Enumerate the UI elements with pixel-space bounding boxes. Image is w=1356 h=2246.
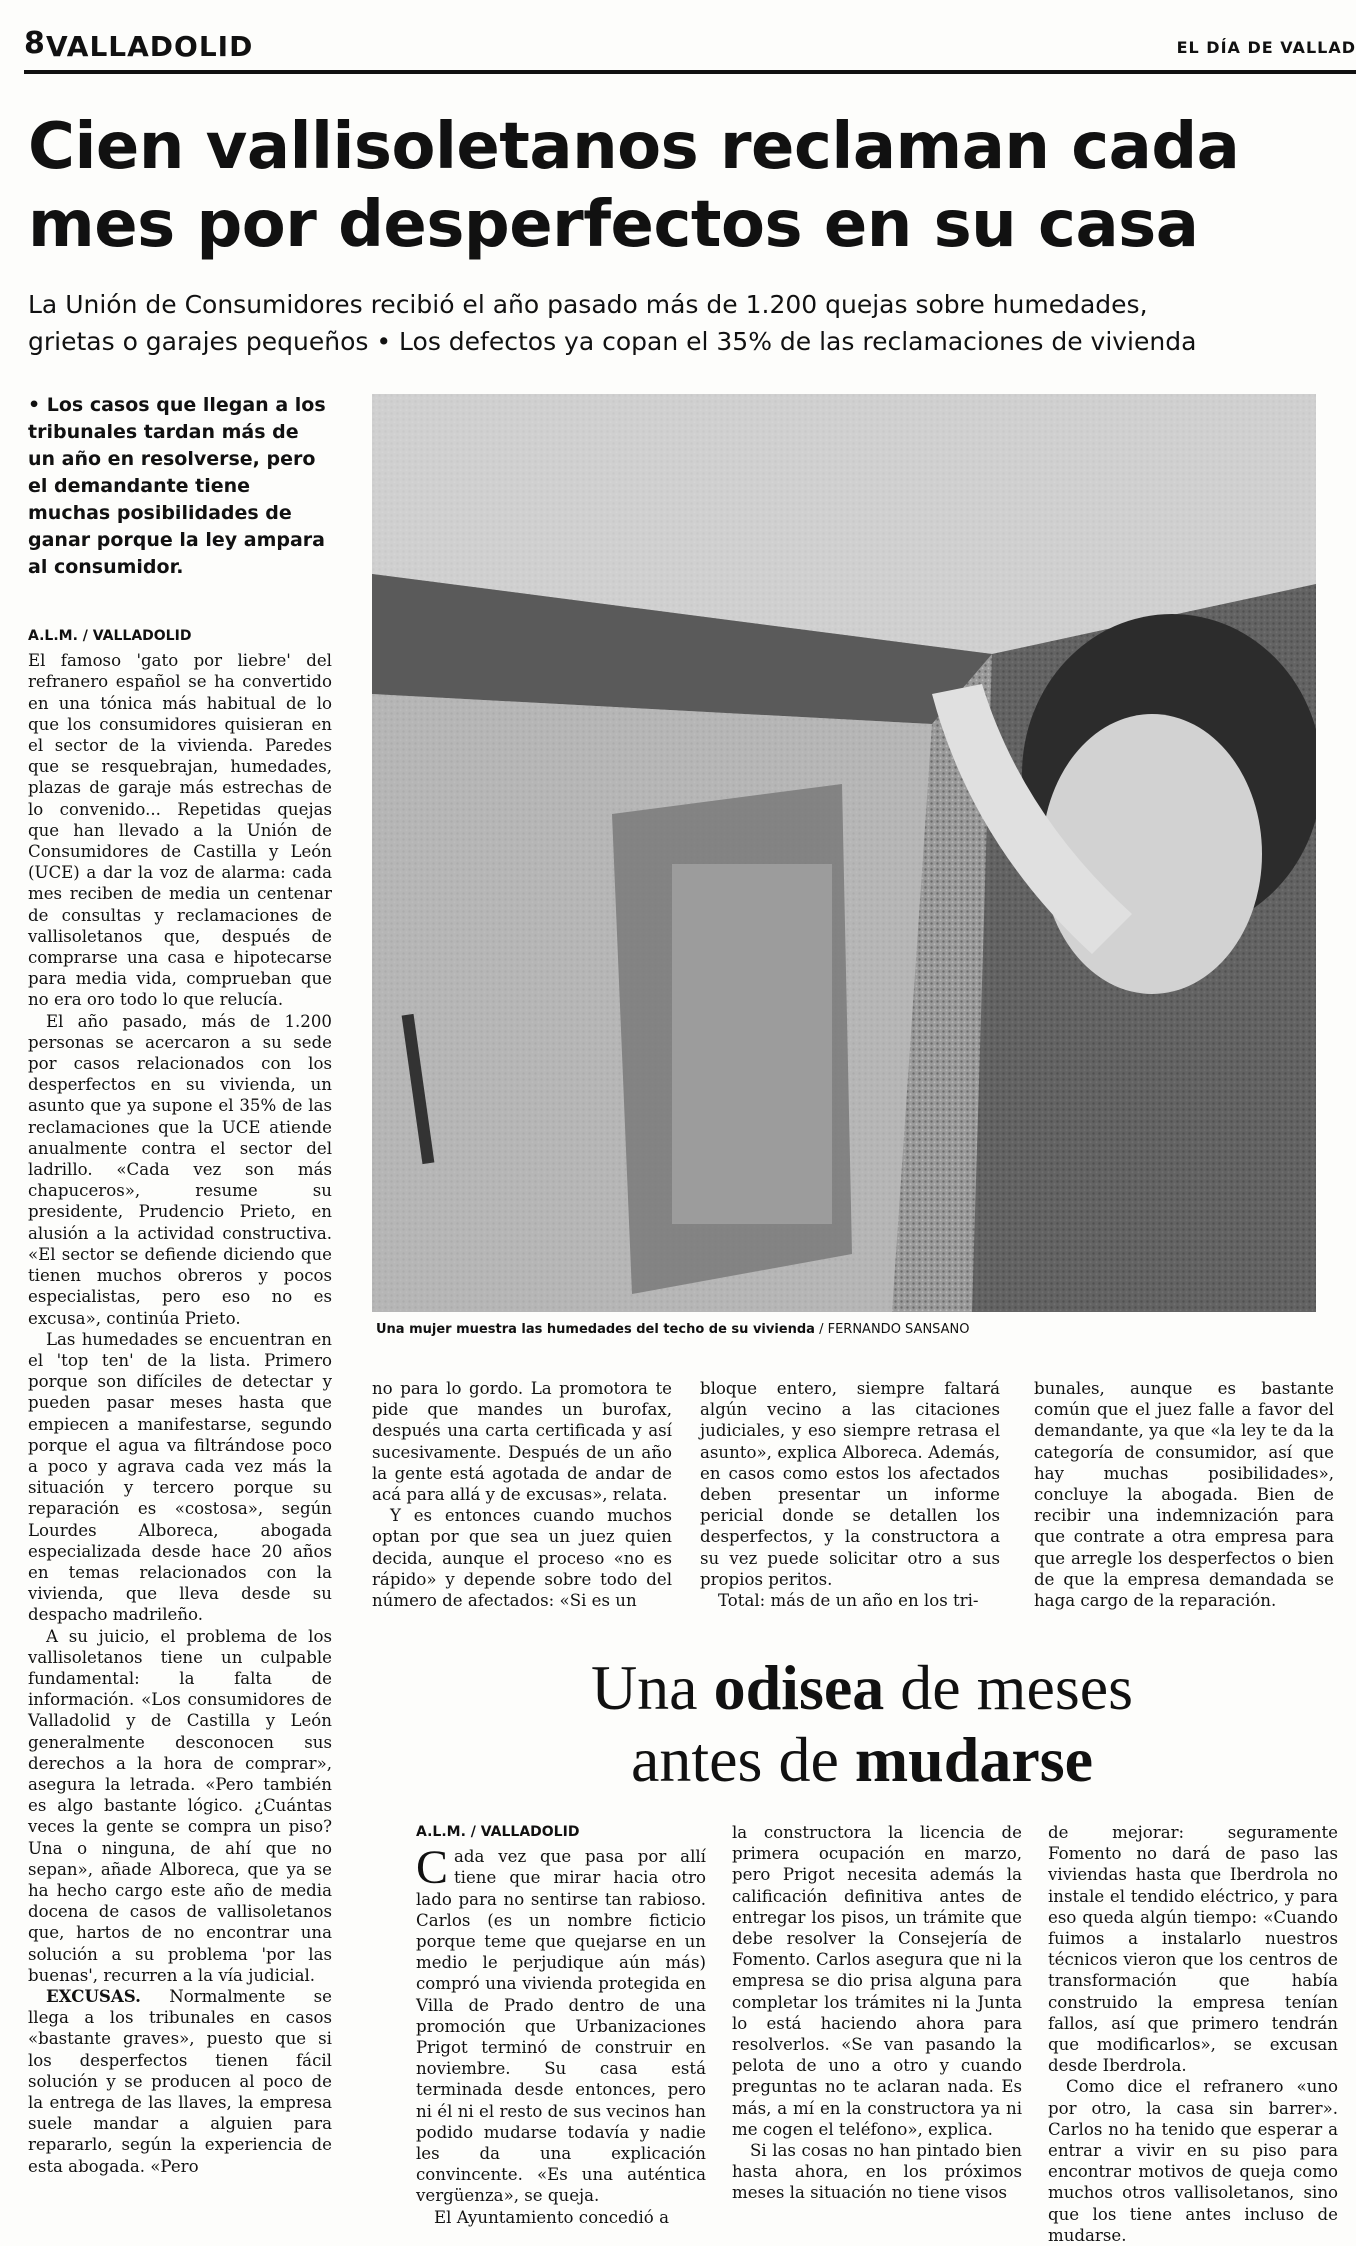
- article-photo: [372, 394, 1316, 1312]
- sidebar-column-2: [732, 1822, 1022, 2204]
- title-part: de meses: [884, 1652, 1134, 1723]
- paragraph: El año pasado, más de 1.200 personas se acercaron a su sede por casos relacionados con los desperfectos en su vivienda, un asunto que ya supone el 35% de las reclamaciones que la UCE atiende anualmente contra el sector del ladrillo. «Cada vez son más chapuceros», resume su presidente, Prudencio Prieto, en alusión a la actividad constructiva. «El sector se defiende diciendo que tienen muchos obreros y pocos especialistas, pero eso no es excusa», continúa Prieto.: [28, 1011, 332, 1328]
- paragraph: El famoso 'gato por liebre' del refranero español se ha convertido en una tónica más habitual de lo que los consumidores quisieran en el sector de la vivienda. Paredes que se resquebrajan, humedades, plazas de garaje más estrechas de lo convenido... Repetidas quejas que han llevado a la Unión de Consumidores de Castilla y León (UCE) a dar la voz de alarma: cada mes reciben de media un centenar de consultas y reclamaciones de vallisoletanos que, después de comprarse una casa e hipotecarse para media vida, comprueban que no era oro todo lo que relucía.: [28, 651, 332, 1010]
- teaser-text: • Los casos que llegan a los tribunales tardan más de un año en resolverse, pero el demandante tiene muchas posibilidades de ganar porque la ley ampara al consumidor.: [28, 394, 326, 578]
- paragraph: la constructora la licencia de primera ocupación en marzo, pero Prigot necesita además la calificación definitiva antes de entregar los pisos, un trámite que debe resolver la Consejería de Fomento. Carlos asegura que ni la empresa se dio prisa alguna para completar los trámites ni la Junta lo está haciendo ahora para resolverlos. «Se van pasando la pelota de uno a otro y cuando preguntas no te aclaran nada. Es más, a mí en la constructora ya ni me cogen el teléfono», explica.: [732, 1823, 1022, 2139]
- drop-cap: C: [416, 1841, 449, 1895]
- paragraph: Como dice el refranero «uno por otro, la casa sin barrer». Carlos no ha tenido que esperar a entrar a vivir en su piso para encontrar motivos de queja como muchos otros vallisoletanos, sino que los tiene antes incluso de mudarse.: [1048, 2077, 1338, 2245]
- article-column-4: [1034, 1378, 1334, 1611]
- subheadline-line-1: La Unión de Consumidores recibió el año pasado más de 1.200 quejas sobre humedades,: [28, 290, 1148, 319]
- paragraph: El Ayuntamiento concedió a: [434, 2207, 669, 2227]
- headline-line-1: Cien vallisoletanos reclaman cada: [28, 110, 1240, 184]
- sidebar-column-1: [416, 1822, 706, 2228]
- paragraph: A su juicio, el problema de los vallisoletanos tiene un culpable fundamental: la falta de información. «Los consumidores de Valladolid y de Castilla y León generalmente desconocen sus derechos a la hora de comprar», asegura la letrada. «Pero también es algo bastante lógico. ¿Cuántas veces la gente se compra un piso? Una o ninguna, de ahí que no sepan», añade Alboreca, que ya se ha hecho cargo este año de media docena de casos de vallisoletanos que, hartos de no encontrar una solución a su problema 'por las buenas', recurren a la vía judicial.: [28, 1626, 332, 1985]
- article-column-3: [700, 1378, 1000, 1611]
- sidebar-title-line-2: [372, 1724, 1352, 1796]
- paragraph-text: ada vez que pasa por allí tiene que mirar hacia otro lado para no sentirse tan rabioso. Carlos (es un nombre ficticio porque teme que quejarse en un medio le perjudique aún más) compró una vivienda protegida en Villa de Prado dentro de una promoción que Urbanizaciones Prigot terminó de construir en noviembre. Su casa está terminada desde entonces, pero ni él ni el resto de sus vecinos han podido mudarse todavía y nadie les da una explicación convincente. «Es una auténtica vergüenza», se queja.: [416, 1847, 706, 2206]
- title-part: antes de: [630, 1724, 855, 1795]
- paragraph: Si las cosas no han pintado bien hasta ahora, en los próximos meses la situación no tiene visos: [732, 2141, 1022, 2203]
- subheadline-line-2: grietas o garajes pequeños • Los defectos ya copan el 35% de las reclamaciones de vivienda: [28, 327, 1197, 356]
- paragraph: [416, 1841, 706, 2206]
- sidebar-title: [372, 1652, 1352, 1796]
- headline: [28, 108, 1348, 264]
- article-column-2: [372, 1378, 672, 1611]
- title-part: Una: [590, 1652, 714, 1723]
- byline: A.L.M. / VALLADOLID: [28, 628, 192, 644]
- paragraph: Total: más de un año en los tri-: [718, 1591, 979, 1611]
- photo-credit: / FERNANDO SANSANO: [814, 1322, 970, 1337]
- subheadline: [28, 286, 1348, 360]
- photo-caption: [376, 1322, 1316, 1337]
- paragraph-text: Normalmente se llega a los tribunales en casos «bastante graves», puesto que si los desperfectos tienen fácil solución y se producen al poco de la entrega de las llaves, la empresa suele mandar a alguien para repararlo, según la experiencia de esta abogada. «Pero: [28, 1987, 332, 2176]
- subhead-lead-in: EXCUSAS.: [46, 1986, 141, 2006]
- sidebar-byline: A.L.M. / VALLADOLID: [416, 1824, 580, 1840]
- paragraph: no para lo gordo. La promotora te pide que mandes un burofax, después una carta certificada y así sucesivamente. Después de un año la gente está agotada de andar de acá para allá y de excusas», relata.: [372, 1379, 672, 1505]
- paragraph: [28, 1986, 332, 2177]
- paragraph: bunales, aunque es bastante común que el juez falle a favor del demandante, ya que «la ley te da la categoría de consumidor, así que hay muchas posibilidades», concluye la abogada. Bien de recibir una indemnización para que contrate a otra empresa para que arregle los desperfectos o bien de que la empresa demandada se haga cargo de la reparación.: [1034, 1379, 1334, 1611]
- header-rule: [24, 70, 1356, 74]
- section-title: VALLADOLID: [46, 30, 254, 63]
- paragraph: Y es entonces cuando muchos optan por que sea un juez quien decida, aunque el proceso «no es rápido» y depende sobre todo del número de afectados: «Si es un: [372, 1506, 672, 1611]
- headline-line-2: mes por desperfectos en su casa: [28, 188, 1199, 262]
- paragraph: Las humedades se encuentran en el 'top ten' de la lista. Primero porque son difíciles de detectar y pueden pasar meses hasta que empiecen a manifestarse, segundo porque el agua va filtrándose poco a poco y agrava cada vez más la situación y tercero porque su reparación es «costosa», según Lourdes Alboreca, abogada especializada desde hace 20 años en temas relacionados con la vivienda, que lleva desde su despacho madrileño.: [28, 1329, 332, 1625]
- article-column-1: [28, 626, 332, 2177]
- page-number: 8: [24, 26, 45, 61]
- sidebar-column-3: [1048, 1822, 1338, 2246]
- caption-text: Una mujer muestra las humedades del techo de su vivienda: [376, 1322, 815, 1337]
- sidebar-title-line-1: [372, 1652, 1352, 1724]
- title-emphasis: mudarse: [854, 1724, 1094, 1795]
- paragraph: bloque entero, siempre faltará algún vecino a las citaciones judiciales, y eso siempre retrasa el asunto», explica Alboreca. Además, en casos como estos los afectados deben presentar un informe pericial donde se detallen los desperfectos, y la constructora a su vez puede solicitar otro a sus propios peritos.: [700, 1379, 1000, 1589]
- photo-illustration: [372, 394, 1316, 1312]
- title-emphasis: odisea: [713, 1652, 885, 1723]
- paragraph: de mejorar: seguramente Fomento no dará de paso las viviendas hasta que Iberdrola no instale el tendido eléctrico, y para eso queda algún tiempo: «Cuando fuimos a instalarlo nuestros técnicos vieron que los centros de transformación que había construido la empresa tenían fallos, así que primero tendrán que modificarlos», se excusan desde Iberdrola.: [1048, 1823, 1338, 2076]
- newspaper-masthead: EL DÍA DE VALLAD: [1176, 38, 1356, 57]
